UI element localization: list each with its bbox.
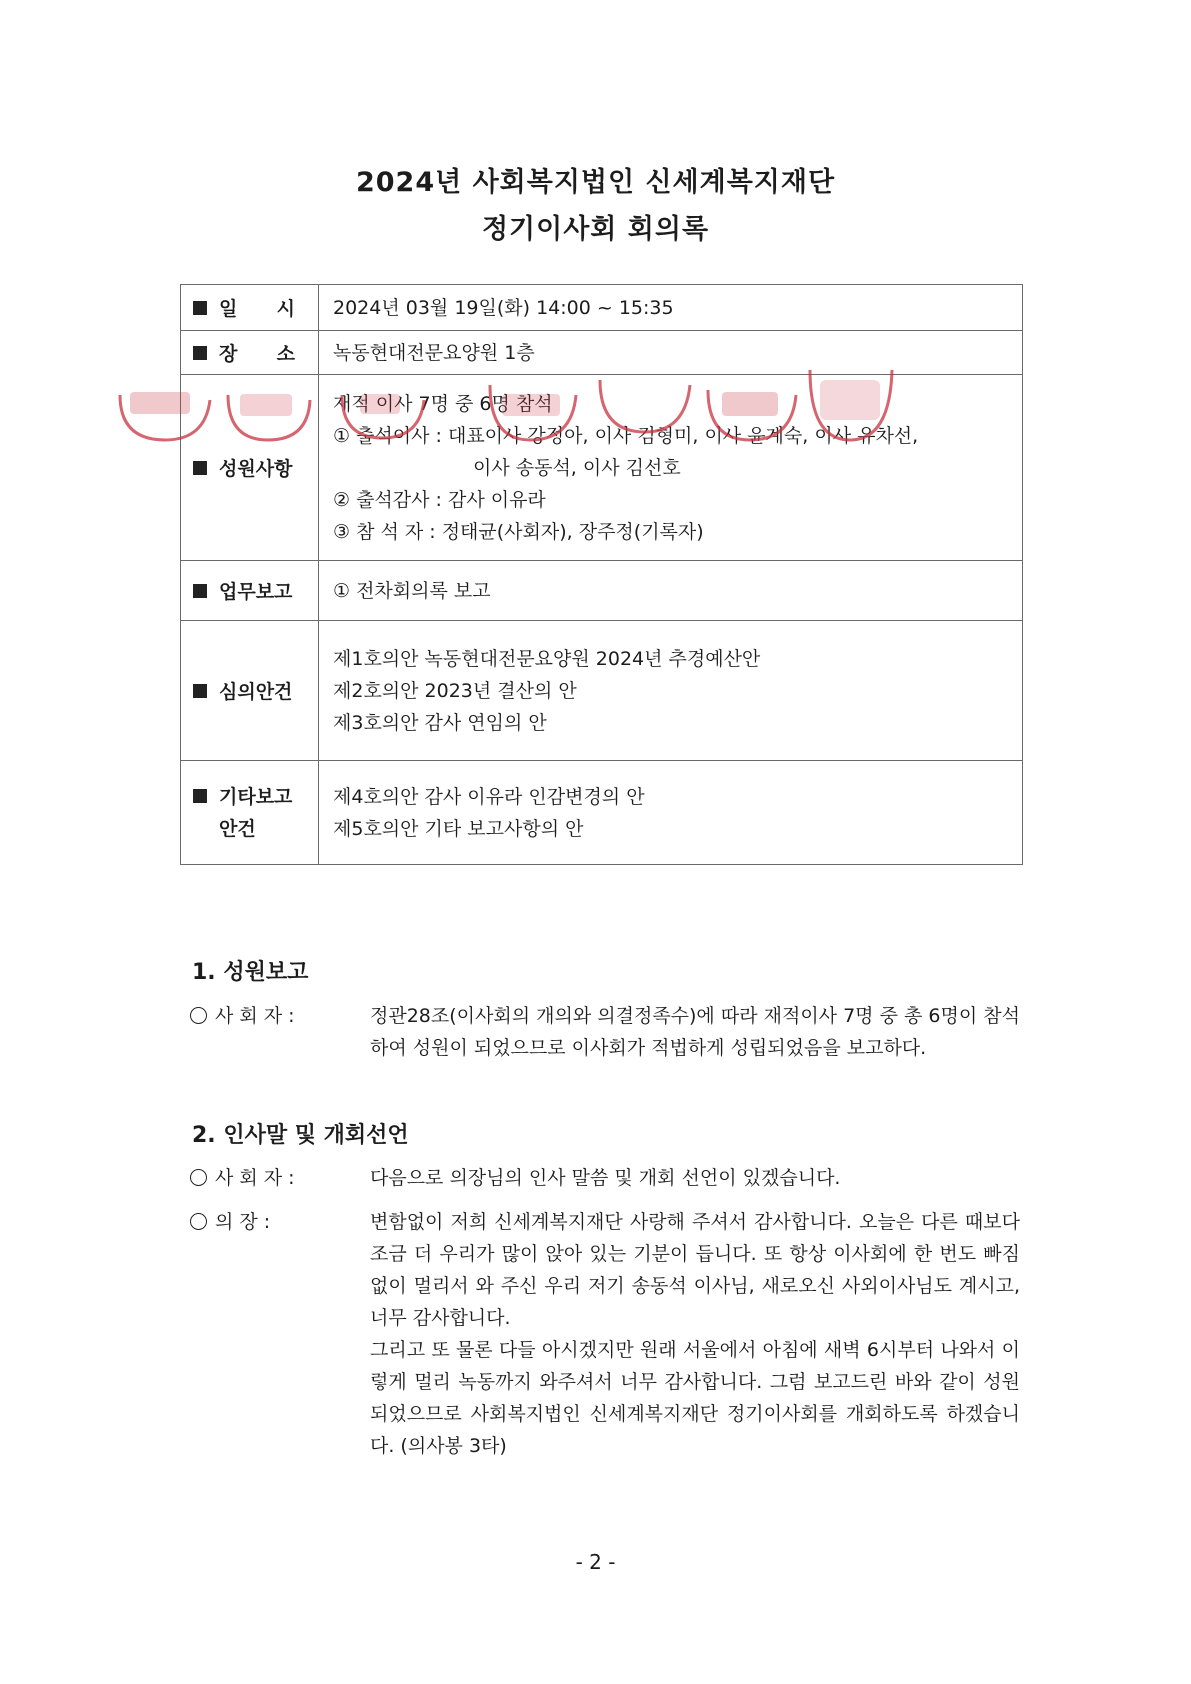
document-title-line1: 2024년 사회복지법인 신세계복지재단	[355, 167, 836, 198]
speaker-name: 사 회 자 :	[215, 1167, 295, 1189]
bullet-square-icon	[193, 684, 207, 698]
section-heading-quorum: 1. 성원보고	[192, 960, 309, 985]
row-date	[181, 285, 1023, 331]
agenda-item: 제1호의안 녹동현대전문요양원 2024년 추경예산안	[333, 647, 761, 670]
label-date-b: 시	[276, 298, 295, 320]
document-title-line2: 정기이사회 회의록	[481, 214, 710, 245]
row-business	[181, 561, 1023, 621]
bullet-square-icon	[193, 584, 207, 598]
bullet-square-icon	[193, 346, 207, 360]
label-agenda	[181, 621, 319, 761]
label-place-a: 장	[219, 343, 238, 365]
quorum-summary: 재적 이사 7명 중 6명 참석	[333, 392, 553, 415]
row-place	[181, 331, 1023, 375]
other-item: 제5호의안 기타 보고사항의 안	[333, 817, 584, 840]
value-other	[319, 761, 1023, 865]
row-agenda	[181, 621, 1023, 761]
label-place	[181, 331, 319, 375]
page-number: - 2 -	[575, 1550, 616, 1574]
speech-text: 정관28조(이사회의 개의와 의결정족수)에 따라 재적이사 7명 중 총 6명이 참석하여 성원이 되었으므로 이사회가 적법하게 성립되었음을 보고하다.	[370, 1005, 1020, 1059]
value-place: 녹동현대전문요양원 1층	[319, 331, 1023, 375]
quorum-directors-2: 이사 송동석, 이사 김선호	[473, 456, 681, 479]
speaker	[190, 1206, 340, 1238]
agenda-item: 제2호의안 2023년 결산의 안	[333, 679, 577, 702]
label-other	[181, 761, 319, 865]
section-heading-greeting: 2. 인사말 및 개회선언	[192, 1123, 409, 1148]
circle-bullet-icon	[190, 1169, 207, 1186]
other-item: 제4호의안 감사 이유라 인감변경의 안	[333, 785, 645, 808]
label-business-text: 업무보고	[219, 581, 293, 603]
speech-text: 다음으로 의장님의 인사 말씀 및 개회 선언이 있겠습니다.	[370, 1167, 841, 1189]
bullet-square-icon	[193, 789, 207, 803]
speaker-name: 의 장 :	[215, 1211, 271, 1233]
bullet-square-icon	[193, 301, 207, 315]
label-place-b: 소	[276, 343, 295, 365]
value-date: 2024년 03월 19일(화) 14:00 ~ 15:35	[319, 285, 1023, 331]
value-quorum	[319, 375, 1023, 561]
bullet-square-icon	[193, 461, 207, 475]
label-date	[181, 285, 319, 331]
speech-moderator	[190, 1162, 1020, 1194]
label-date-a: 일	[219, 298, 238, 320]
value-business: ① 전차회의록 보고	[319, 561, 1023, 621]
speaker	[190, 1000, 340, 1032]
quorum-auditor: ② 출석감사 : 감사 이유라	[333, 488, 546, 511]
row-quorum	[181, 375, 1023, 561]
meeting-info-table	[180, 284, 1023, 865]
quorum-directors-1: ① 출석이사 : 대표이사 강정아, 이사 김형미, 이사 윤계숙, 이사 유차선,	[333, 424, 919, 447]
speech-chair	[190, 1206, 1020, 1462]
speaker	[190, 1162, 340, 1194]
speaker-name: 사 회 자 :	[215, 1005, 295, 1027]
label-business	[181, 561, 319, 621]
label-agenda-text: 심의안건	[219, 681, 293, 703]
agenda-item: 제3호의안 감사 연임의 안	[333, 711, 547, 734]
circle-bullet-icon	[190, 1007, 207, 1024]
value-agenda	[319, 621, 1023, 761]
label-other-1: 기타보고	[219, 785, 293, 808]
speech-moderator	[190, 1000, 1020, 1064]
quorum-attendees: ③ 참 석 자 : 정태균(사회자), 장주정(기록자)	[333, 520, 704, 543]
circle-bullet-icon	[190, 1213, 207, 1230]
label-other-2: 안건	[219, 817, 256, 840]
speech-text-continued: 그리고 또 물론 다들 아시겠지만 원래 서울에서 아침에 새벽 6시부터 나와서 이렇게 멀리 녹동까지 와주셔서 너무 감사합니다. 그럼 보고드린 바와 같이 성원되었으므로 사회복지법인 신세계복지재단 정기이사회를 개회하도록 하겠습니다. (의사봉 3타)	[370, 1339, 1020, 1457]
row-other	[181, 761, 1023, 865]
label-quorum	[181, 375, 319, 561]
speech-text: 변함없이 저희 신세계복지재단 사랑해 주셔서 감사합니다. 오늘은 다른 때보다 조금 더 우리가 많이 앉아 있는 기분이 듭니다. 또 항상 이사회에 한 번도 빠짐없이 멀리서 와 주신 우리 저기 송동석 이사님, 새로오신 사외이사님도 계시고, 너무 감사합니다.	[370, 1211, 1020, 1329]
label-quorum-text: 성원사항	[219, 458, 293, 480]
